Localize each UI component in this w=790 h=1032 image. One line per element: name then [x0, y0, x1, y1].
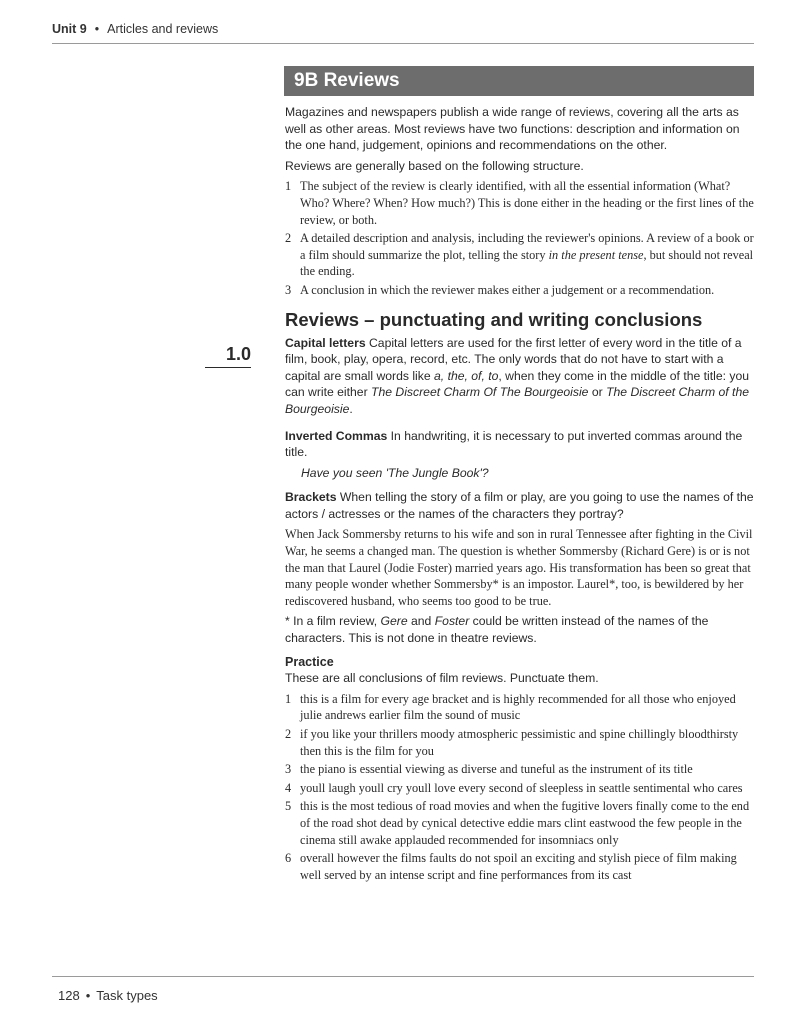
- inverted-commas-lead: Inverted Commas: [285, 428, 388, 443]
- capital-text: Capital letters are used for the first letter of every word in the title of a film, book, play, opera, record, etc. The only words that do not have to start with a capital are small words like: [285, 335, 742, 383]
- capital-text: , when they come in the middle of the title: you can write either: [285, 368, 750, 400]
- list-number: 2: [285, 231, 292, 246]
- capital-letters-lead: Capital letters: [285, 335, 366, 350]
- practice-number: 1: [285, 691, 292, 706]
- practice-item: [285, 691, 755, 724]
- subsection-number: 1.0: [225, 344, 251, 364]
- header-bullet: •: [94, 22, 100, 36]
- brackets-text: When telling the story of a film or play, are you going to use the names of the actors / actresses or the names of the characters they portray?: [285, 490, 754, 521]
- footer-label: Task types: [96, 988, 158, 1003]
- capital-example-2: The Discreet Charm of the Bourgeoisie: [285, 385, 749, 416]
- practice-number: 6: [285, 851, 292, 866]
- capital-text: or: [588, 385, 607, 400]
- practice-text: this is a film for every age bracket and is highly recommended for all those who enjoyed julie andrews earlier film the sound of music: [300, 691, 736, 723]
- practice-number: 4: [285, 780, 292, 795]
- brackets-lead: Brackets: [285, 490, 337, 505]
- practice-item: [285, 726, 755, 759]
- list-number: 3: [285, 282, 292, 297]
- practice-item: [285, 780, 755, 797]
- list-item: [285, 282, 755, 299]
- page-number: 128: [58, 988, 80, 1003]
- list-text: The subject of the review is clearly identified, with all the essential information (What? Who? Where? When? How much?) This is done either in the heading or the first lines of the review, or both.: [300, 179, 754, 227]
- list-item: [285, 178, 755, 228]
- practice-number: 2: [285, 727, 292, 741]
- practice-text: this is the most tedious of road movies and when the fugitive lovers finally come to the end of the road shot dead by cynical detective eddie mars clint eastwood the few people in the cinema still awake applauded recommended for insomniacs only: [300, 799, 750, 847]
- footnote-text: and: [407, 614, 435, 629]
- list-text: , but should not reveal the ending.: [300, 247, 754, 279]
- page-footer: [58, 988, 158, 1003]
- brackets-paragraph: [285, 489, 755, 522]
- subsection-title: Reviews – punctuating and writing conclusions: [285, 308, 703, 330]
- footer-bullet: •: [85, 988, 91, 1003]
- inverted-commas-paragraph: [285, 428, 755, 461]
- footer-divider: [52, 976, 754, 977]
- capital-example-1: The Discreet Charm Of The Bourgeoisie: [371, 385, 589, 400]
- practice-item: [285, 761, 755, 778]
- list-text: A conclusion in which the reviewer makes either a judgement or a recommendation.: [300, 282, 715, 297]
- practice-number: 3: [285, 762, 292, 777]
- structure-intro: Reviews are generally based on the following structure.: [285, 158, 584, 173]
- sample-review-paragraph: When Jack Sommersby returns to his wife and son in rural Tennessee after fighting in the Civil War, he seems a changed man. The question is whether Sommersby (Richard Gere) is or is not the man that Laurel (Jodie Foster) married years ago. His transformation has been so great that many people wonder whether Sommersby* is an impostor. Laurel*, too, is bewildered by her rediscovered husband, who seems too good to be true.: [285, 527, 753, 608]
- practice-item: [285, 850, 755, 883]
- practice-text: if you like your thrillers moody atmospheric pessimistic and spine chillingly bloodthirsty then this is the film for you: [300, 727, 739, 758]
- list-number: 1: [285, 179, 292, 194]
- practice-text: youll laugh youll cry youll love every second of sleepless in seattle sentimental who cares: [300, 780, 743, 795]
- practice-text: overall however the films faults do not spoil an exciting and stylish piece of film making well served by an intense script and fine performances from its cast: [300, 851, 737, 882]
- practice-heading: Practice: [285, 654, 334, 669]
- list-item: [285, 230, 755, 280]
- practice-instructions: These are all conclusions of film reviews. Punctuate them.: [285, 671, 599, 686]
- inverted-commas-example: Have you seen 'The Jungle Book'?: [301, 465, 489, 480]
- footnote-gere: Gere: [380, 614, 408, 629]
- list-text: A detailed description and analysis, including the reviewer's opinions. A review of a book or a film should summarize the plot, telling the story: [300, 231, 754, 262]
- footnote-text: * In a film review,: [285, 614, 381, 629]
- inverted-commas-text: In handwriting, it is necessary to put inverted commas around the title.: [285, 428, 743, 460]
- intro-paragraph: Magazines and newspapers publish a wide range of reviews, covering all the arts as well as other areas. Most reviews have two functions: description and information on the one hand, judgement, opinions and recommendations on the other.: [285, 105, 740, 153]
- review-footnote: [285, 613, 755, 646]
- capital-text: .: [349, 401, 353, 416]
- footnote-text: could be written instead of the names of the characters. This is not done in theatre reviews.: [285, 614, 709, 646]
- main-content: [285, 104, 755, 885]
- capital-small-words: a, the, of, to: [434, 368, 499, 383]
- capital-letters-paragraph: [285, 335, 755, 418]
- unit-label: Unit 9: [52, 22, 87, 36]
- structure-list: [285, 178, 755, 298]
- section-title-bar: 9B Reviews: [284, 66, 754, 96]
- practice-list: [285, 691, 755, 884]
- practice-text: the piano is essential viewing as diverse and tuneful as the instrument of its title: [300, 762, 693, 777]
- practice-item: [285, 798, 755, 848]
- footnote-foster: Foster: [434, 614, 470, 629]
- practice-number: 5: [285, 799, 292, 814]
- running-header: [52, 22, 752, 42]
- header-divider: [52, 43, 754, 44]
- subsection-number-rule: [205, 367, 251, 368]
- list-emphasis: in the present tense: [548, 247, 644, 262]
- chapter-title: Articles and reviews: [107, 22, 219, 36]
